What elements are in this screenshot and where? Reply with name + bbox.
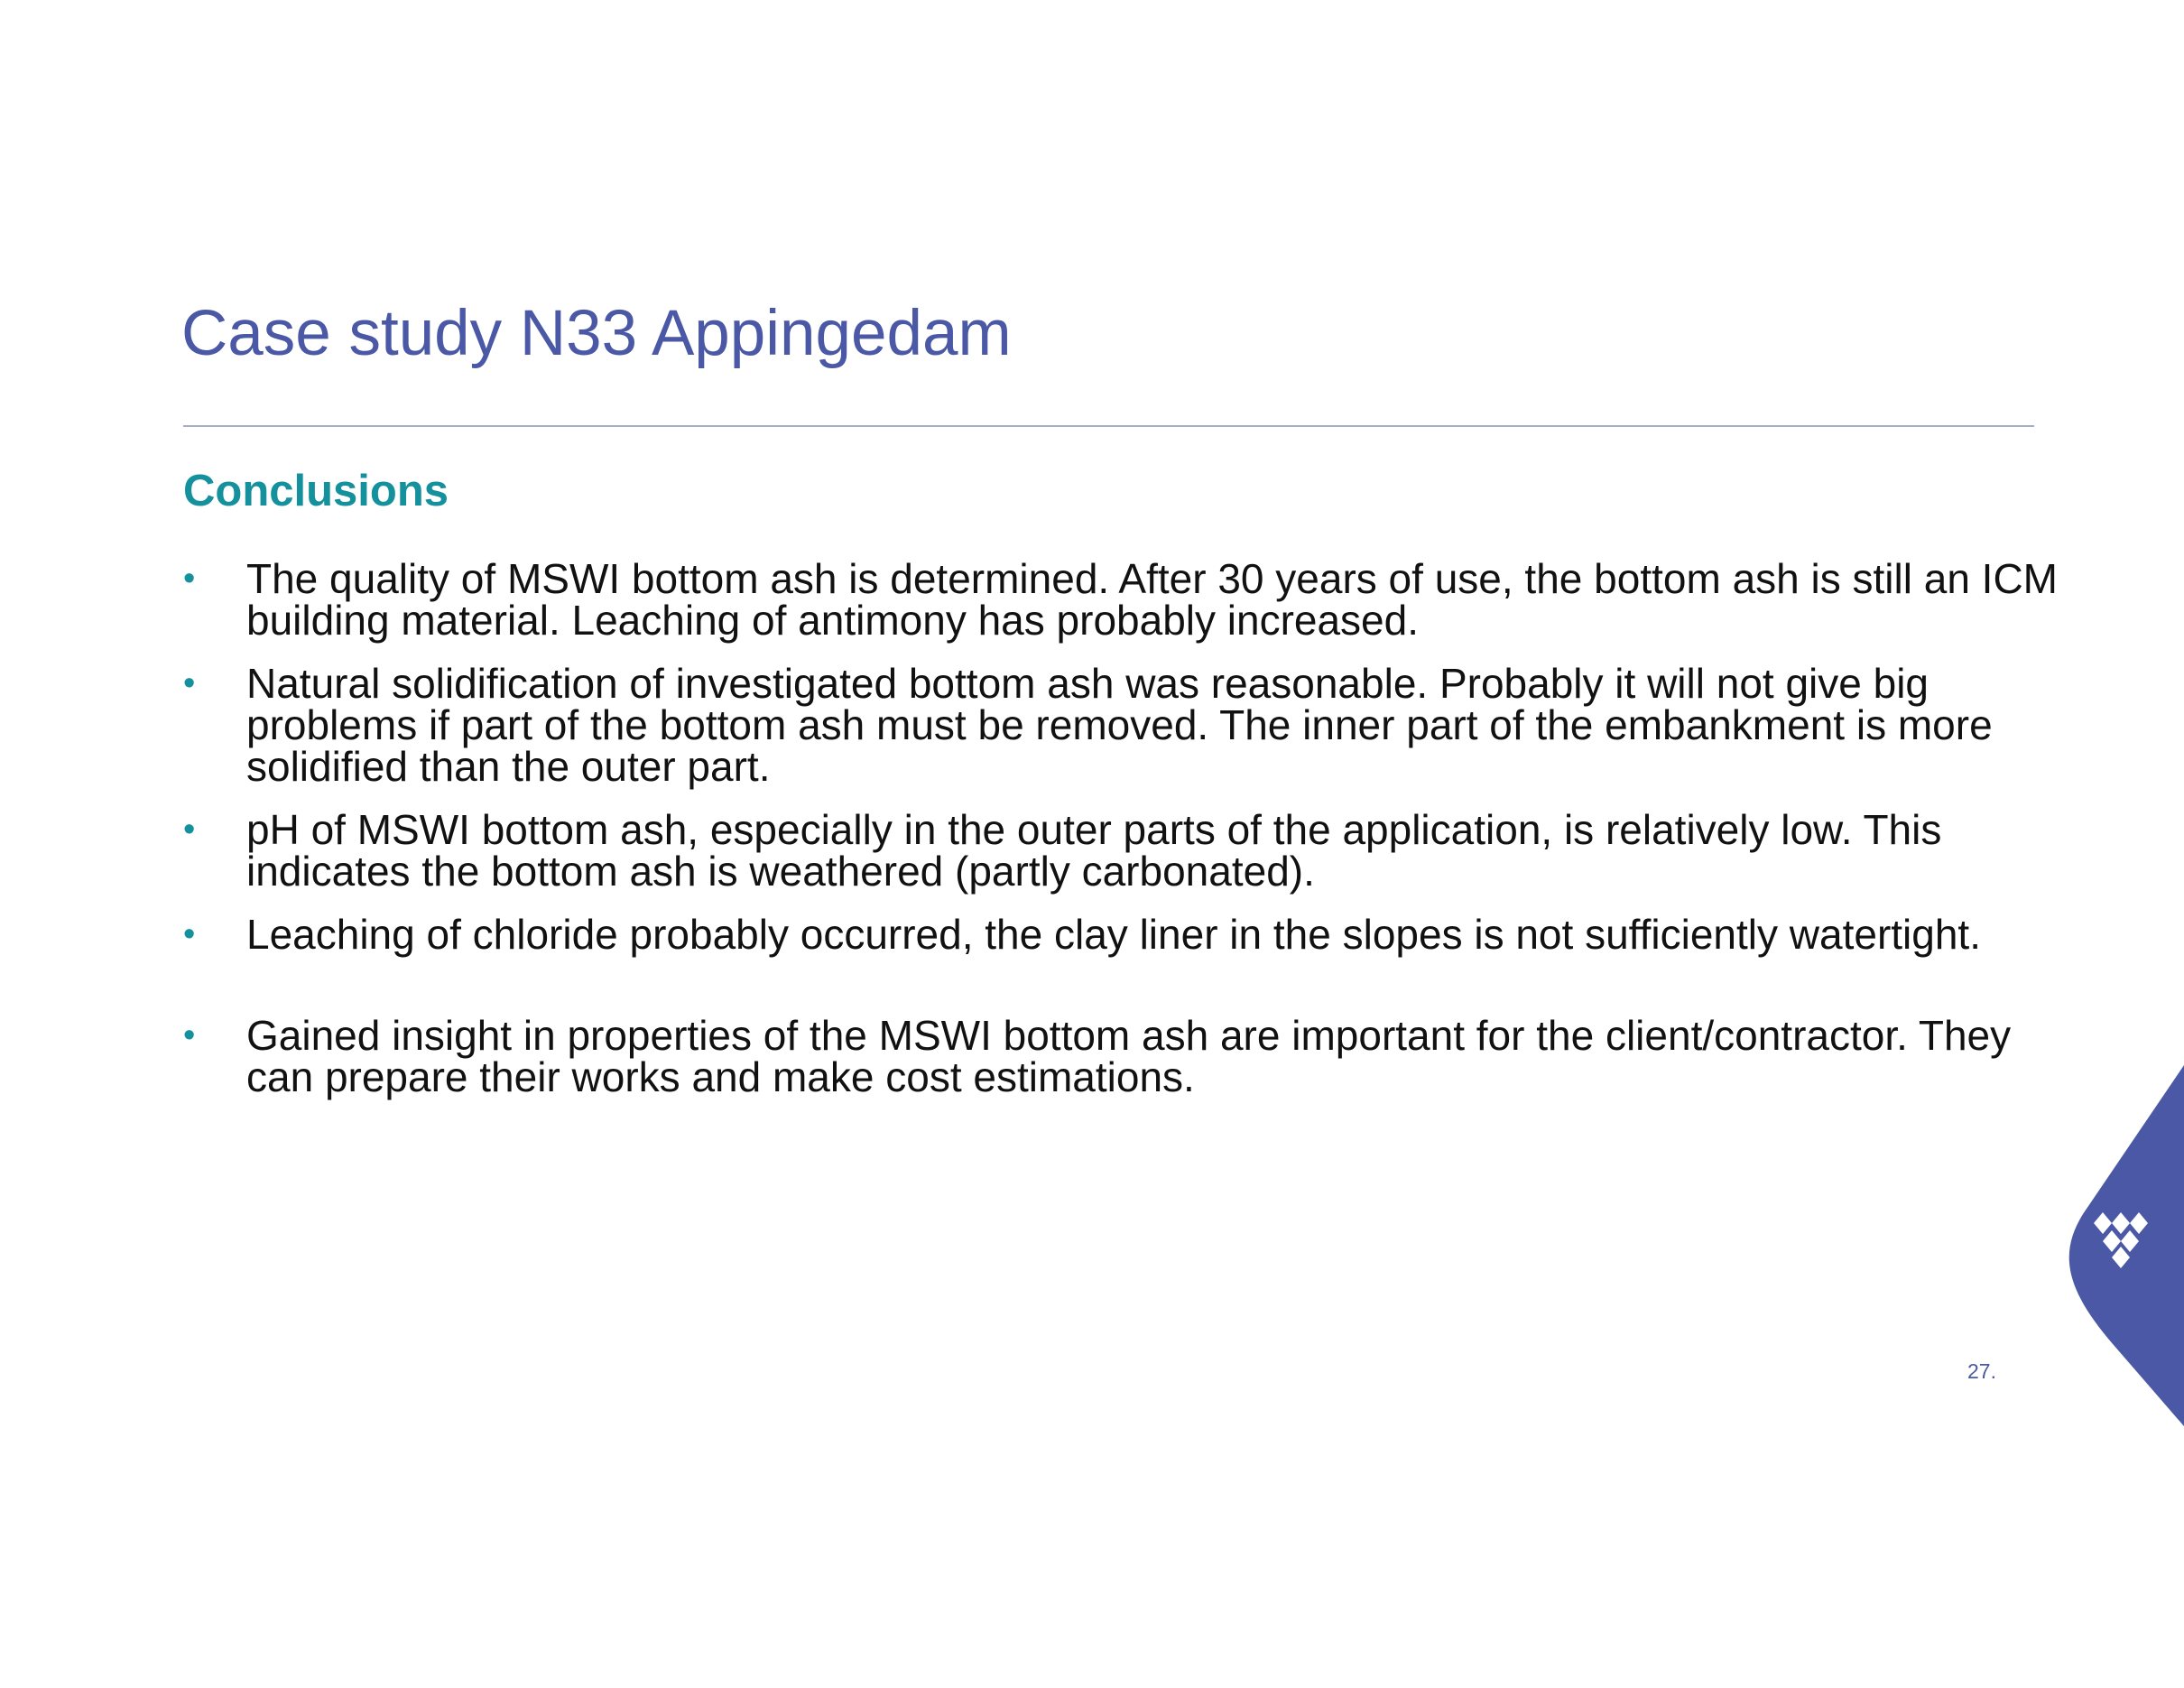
bullet-marker: • (183, 811, 196, 849)
bullet-text: The quality of MSWI bottom ash is determined. After 30 years of use, the bottom ash is still an ICM building material. Leaching of antimony has probably increased. (246, 555, 2058, 644)
list-item (183, 1012, 2060, 1100)
bullet-marker: • (183, 915, 196, 953)
title-divider (183, 425, 2034, 427)
bullet-marker: • (183, 664, 196, 702)
bullet-text: pH of MSWI bottom ash, especially in the outer parts of the application, is relatively low. This indicates the bottom ash is weathered (partly carbonated). (246, 806, 1942, 895)
slide-title: Case study N33 Appingedam (181, 298, 1012, 369)
list-item (183, 660, 2060, 790)
bullet-marker: • (183, 560, 196, 598)
bullet-marker: • (183, 1016, 196, 1054)
list-item (183, 911, 2060, 958)
bullet-text: Natural solidification of investigated bottom ash was reasonable. Probably it will not give big problems if part of the bottom ash must be removed. The inner part of the embankment is more solidified than the outer part. (246, 660, 1993, 790)
conclusions-list (183, 555, 2060, 1119)
brand-tab (2049, 1065, 2184, 1426)
bullet-text: Leaching of chloride probably occurred, the clay liner in the slopes is not sufficiently watertight. (246, 911, 1981, 958)
bullet-text: Gained insight in properties of the MSWI bottom ash are important for the client/contractor. They can prepare their works and make cost estimations. (246, 1012, 2012, 1100)
list-item (183, 555, 2060, 644)
page-number: 27. (1967, 1359, 1996, 1383)
section-heading: Conclusions (183, 467, 449, 515)
list-item (183, 806, 2060, 895)
